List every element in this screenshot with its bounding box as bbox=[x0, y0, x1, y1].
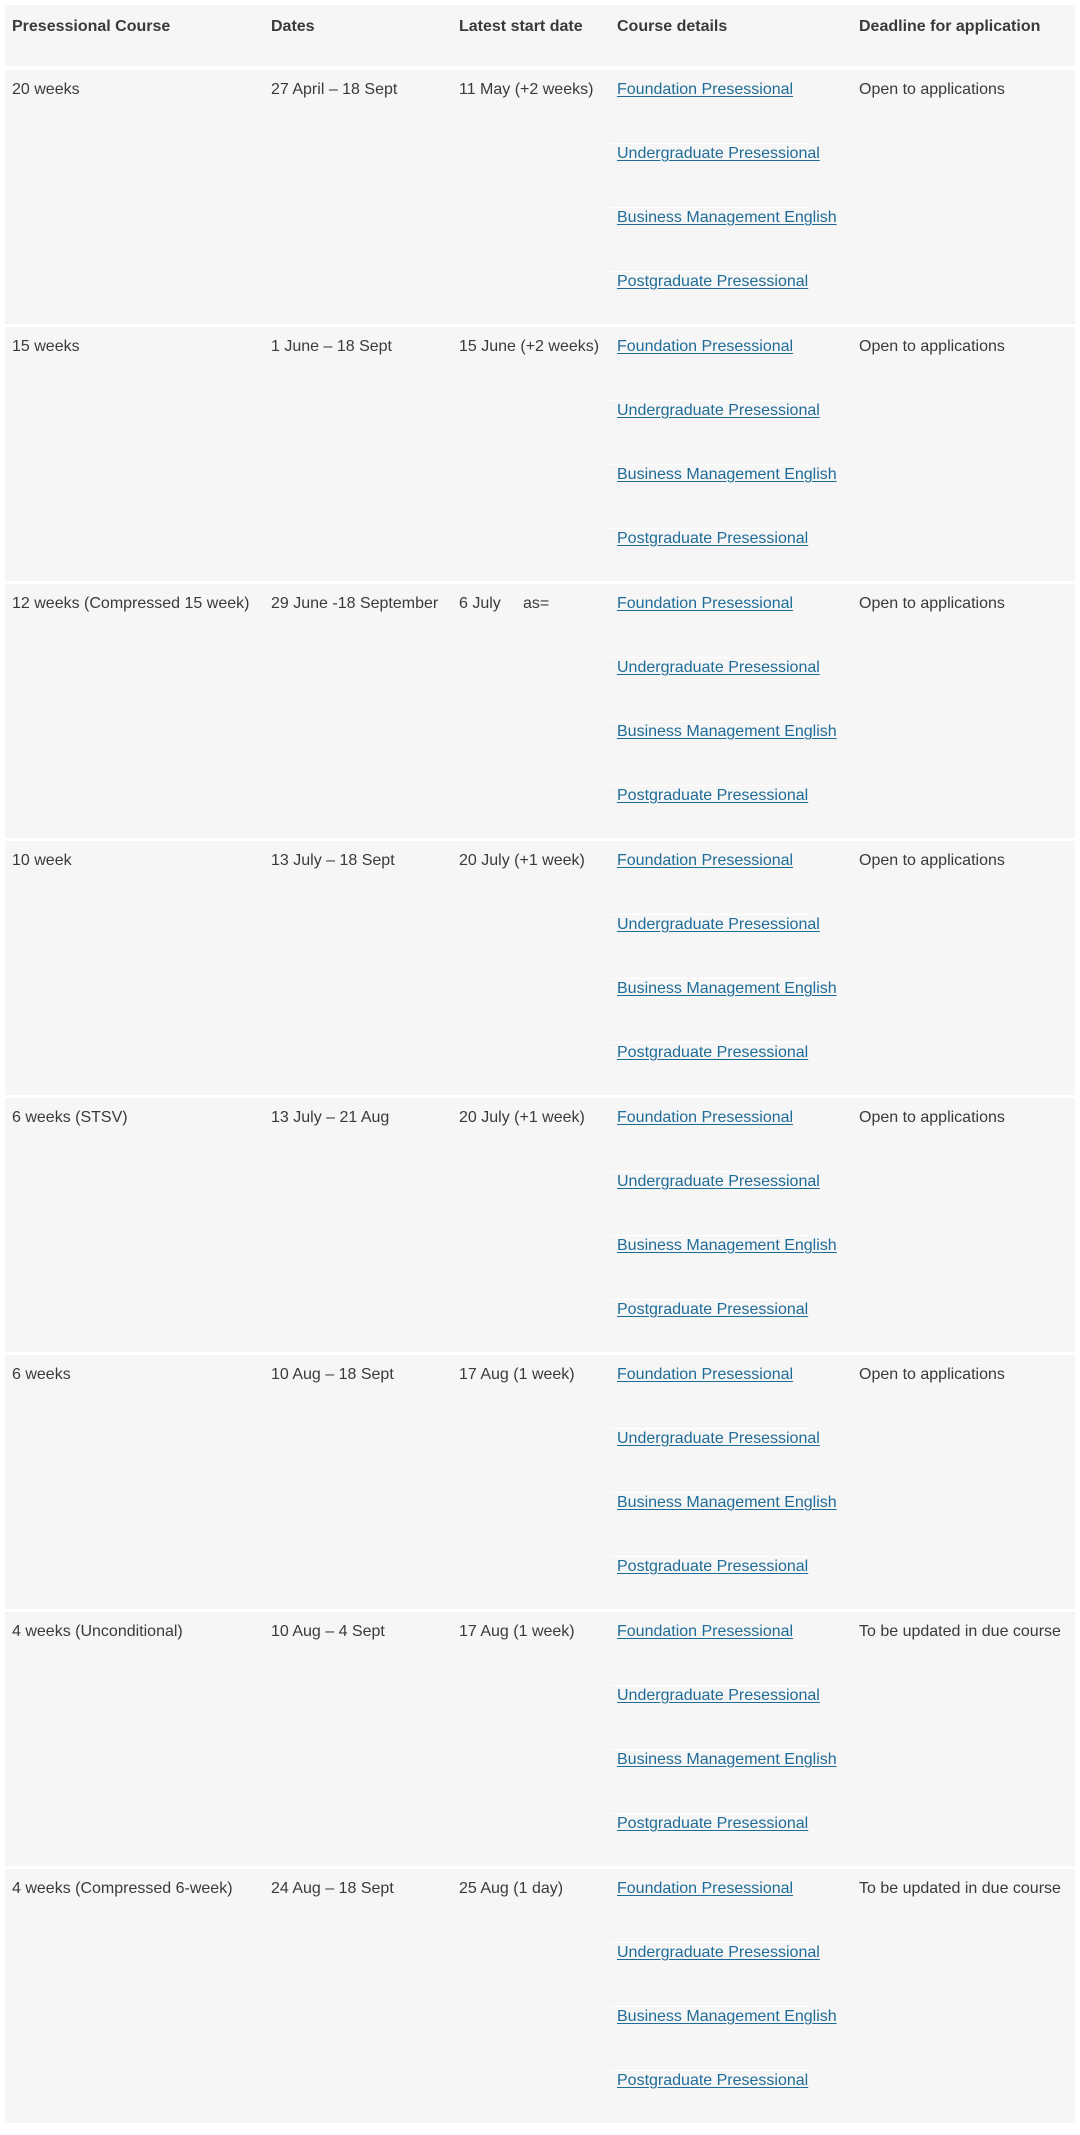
course-details-cell bbox=[610, 851, 852, 1095]
course-details-link[interactable]: Business Management English bbox=[617, 2008, 837, 2025]
course-details-link[interactable]: Business Management English bbox=[617, 1494, 837, 1511]
course-link-item bbox=[610, 722, 837, 786]
course-links-list bbox=[610, 80, 837, 336]
table-row bbox=[5, 70, 1075, 324]
deadline-cell: Open to applications bbox=[859, 1366, 1005, 1383]
course-details-link[interactable]: Postgraduate Presessional bbox=[617, 1815, 809, 1832]
course-details-link[interactable]: Business Management English bbox=[617, 723, 837, 740]
course-duration-cell: 6 weeks (STSV) bbox=[12, 1109, 128, 1126]
course-duration-cell: 12 weeks (Compressed 15 week) bbox=[12, 595, 250, 612]
header-latest-start: Latest start date bbox=[459, 18, 583, 35]
course-details-cell bbox=[610, 1622, 852, 1866]
course-details-cell bbox=[610, 80, 852, 324]
deadline-cell: Open to applications bbox=[859, 595, 1005, 612]
course-details-link[interactable]: Postgraduate Presessional bbox=[617, 530, 809, 547]
course-details-link[interactable]: Postgraduate Presessional bbox=[617, 273, 809, 290]
dates-cell: 13 July – 21 Aug bbox=[271, 1109, 390, 1126]
course-details-link[interactable]: Business Management English bbox=[617, 1237, 837, 1254]
course-duration-cell: 4 weeks (Compressed 6-week) bbox=[12, 1880, 233, 1897]
course-details-link[interactable]: Undergraduate Presessional bbox=[617, 145, 820, 162]
dates-cell: 24 Aug – 18 Sept bbox=[271, 1880, 394, 1897]
dates-cell: 27 April – 18 Sept bbox=[271, 81, 398, 98]
course-details-link[interactable]: Foundation Presessional bbox=[617, 1366, 794, 1383]
table-row bbox=[5, 327, 1075, 581]
course-link-item bbox=[610, 1557, 808, 1621]
course-details-link[interactable]: Business Management English bbox=[617, 466, 837, 483]
course-details-link[interactable]: Undergraduate Presessional bbox=[617, 402, 820, 419]
course-link-item bbox=[610, 144, 820, 208]
dates-cell: 13 July – 18 Sept bbox=[271, 852, 395, 869]
course-link-item bbox=[610, 1943, 820, 2007]
course-details-link[interactable]: Undergraduate Presessional bbox=[617, 659, 820, 676]
course-details-link[interactable]: Undergraduate Presessional bbox=[617, 916, 820, 933]
course-links-list bbox=[610, 594, 837, 850]
course-details-link[interactable]: Undergraduate Presessional bbox=[617, 1944, 820, 1961]
header-dates: Dates bbox=[271, 18, 315, 35]
latest-start-cell: 20 July (+1 week) bbox=[459, 1109, 585, 1126]
deadline-cell: Open to applications bbox=[859, 81, 1005, 98]
course-details-link[interactable]: Undergraduate Presessional bbox=[617, 1173, 820, 1190]
course-details-link[interactable]: Foundation Presessional bbox=[617, 338, 794, 355]
course-link-item bbox=[610, 401, 820, 465]
course-link-item bbox=[610, 1814, 808, 1878]
course-link-item bbox=[610, 2071, 808, 2135]
course-details-cell bbox=[610, 594, 852, 838]
course-details-link[interactable]: Undergraduate Presessional bbox=[617, 1430, 820, 1447]
header-course: Presessional Course bbox=[12, 18, 171, 35]
course-link-item bbox=[610, 1686, 820, 1750]
latest-start-cell: 17 Aug (1 week) bbox=[459, 1366, 575, 1383]
header-course-details: Course details bbox=[617, 18, 728, 35]
deadline-cell: To be updated in due course bbox=[859, 1880, 1061, 1897]
course-link-item bbox=[610, 529, 808, 593]
dates-cell: 1 June – 18 Sept bbox=[271, 338, 392, 355]
course-links-list bbox=[610, 851, 837, 1107]
course-link-item bbox=[610, 2007, 837, 2071]
latest-start-cell: 25 Aug (1 day) bbox=[459, 1880, 564, 1897]
course-details-cell bbox=[610, 1879, 852, 2123]
latest-start-cell: 17 Aug (1 week) bbox=[459, 1623, 575, 1640]
course-details-link[interactable]: Business Management English bbox=[617, 980, 837, 997]
course-details-link[interactable]: Foundation Presessional bbox=[617, 1880, 794, 1897]
deadline-cell: Open to applications bbox=[859, 1109, 1005, 1126]
course-details-link[interactable]: Postgraduate Presessional bbox=[617, 1558, 809, 1575]
dates-cell: 10 Aug – 4 Sept bbox=[271, 1623, 385, 1640]
course-details-link[interactable]: Foundation Presessional bbox=[617, 1109, 794, 1126]
course-details-link[interactable]: Business Management English bbox=[617, 209, 837, 226]
latest-start-cell: 20 July (+1 week) bbox=[459, 852, 585, 869]
course-link-item bbox=[610, 272, 808, 336]
course-link-item bbox=[610, 1750, 837, 1814]
course-duration-cell: 4 weeks (Unconditional) bbox=[12, 1623, 183, 1640]
course-link-item bbox=[610, 1172, 820, 1236]
course-duration-cell: 10 week bbox=[12, 852, 72, 869]
course-details-cell bbox=[610, 1365, 852, 1609]
course-duration-cell: 15 weeks bbox=[12, 338, 80, 355]
course-links-list bbox=[610, 1622, 837, 1878]
course-link-item bbox=[610, 80, 808, 144]
deadline-cell: To be updated in due course bbox=[859, 1623, 1061, 1640]
course-link-item bbox=[610, 208, 837, 272]
course-links-list bbox=[610, 1108, 837, 1364]
course-details-link[interactable]: Business Management English bbox=[617, 1751, 837, 1768]
course-link-item bbox=[610, 658, 820, 722]
course-links-list bbox=[610, 1879, 837, 2135]
course-details-link[interactable]: Postgraduate Presessional bbox=[617, 787, 809, 804]
table-row bbox=[5, 584, 1075, 838]
dates-cell: 29 June -18 September bbox=[271, 595, 439, 612]
dates-cell: 10 Aug – 18 Sept bbox=[271, 1366, 394, 1383]
presessional-course-table bbox=[5, 5, 1075, 2126]
course-link-item bbox=[610, 465, 837, 529]
course-duration-cell: 20 weeks bbox=[12, 81, 80, 98]
course-details-link[interactable]: Postgraduate Presessional bbox=[617, 1044, 809, 1061]
course-link-item bbox=[610, 851, 808, 915]
course-details-link[interactable]: Foundation Presessional bbox=[617, 595, 794, 612]
course-link-item bbox=[610, 1622, 808, 1686]
course-details-cell bbox=[610, 1108, 852, 1352]
course-link-item bbox=[610, 1365, 808, 1429]
course-details-link[interactable]: Foundation Presessional bbox=[617, 852, 794, 869]
course-link-item bbox=[610, 786, 808, 850]
course-link-item bbox=[610, 1043, 808, 1107]
table-row bbox=[5, 1355, 1075, 1609]
course-duration-cell: 6 weeks bbox=[12, 1366, 71, 1383]
deadline-cell: Open to applications bbox=[859, 852, 1005, 869]
latest-start-cell: 11 May (+2 weeks) bbox=[459, 81, 594, 98]
deadline-cell: Open to applications bbox=[859, 338, 1005, 355]
latest-start-cell: 15 June (+2 weeks) bbox=[459, 338, 600, 355]
table-row bbox=[5, 1098, 1075, 1352]
table-row bbox=[5, 841, 1075, 1095]
course-details-link[interactable]: Foundation Presessional bbox=[617, 81, 794, 98]
course-link-item bbox=[610, 1493, 837, 1557]
course-details-link[interactable]: Undergraduate Presessional bbox=[617, 1687, 820, 1704]
course-link-item bbox=[610, 915, 820, 979]
course-link-item bbox=[610, 1429, 820, 1493]
course-details-cell bbox=[610, 337, 852, 581]
course-link-item bbox=[610, 1236, 837, 1300]
table-row bbox=[5, 1612, 1075, 1866]
course-link-item bbox=[610, 1108, 808, 1172]
course-link-item bbox=[610, 594, 808, 658]
course-link-item bbox=[610, 1879, 808, 1943]
table-header-row bbox=[5, 5, 1075, 66]
course-details-link[interactable]: Postgraduate Presessional bbox=[617, 1301, 809, 1318]
course-link-item bbox=[610, 979, 837, 1043]
table-body bbox=[5, 70, 1075, 2123]
header-deadline: Deadline for application bbox=[859, 18, 1041, 35]
course-links-list bbox=[610, 1365, 837, 1621]
table-row bbox=[5, 1869, 1075, 2123]
course-details-link[interactable]: Postgraduate Presessional bbox=[617, 2072, 809, 2089]
course-links-list bbox=[610, 337, 837, 593]
course-details-link[interactable]: Foundation Presessional bbox=[617, 1623, 794, 1640]
latest-start-cell: 6 July as= bbox=[459, 595, 550, 612]
course-link-item bbox=[610, 1300, 808, 1364]
course-link-item bbox=[610, 337, 808, 401]
